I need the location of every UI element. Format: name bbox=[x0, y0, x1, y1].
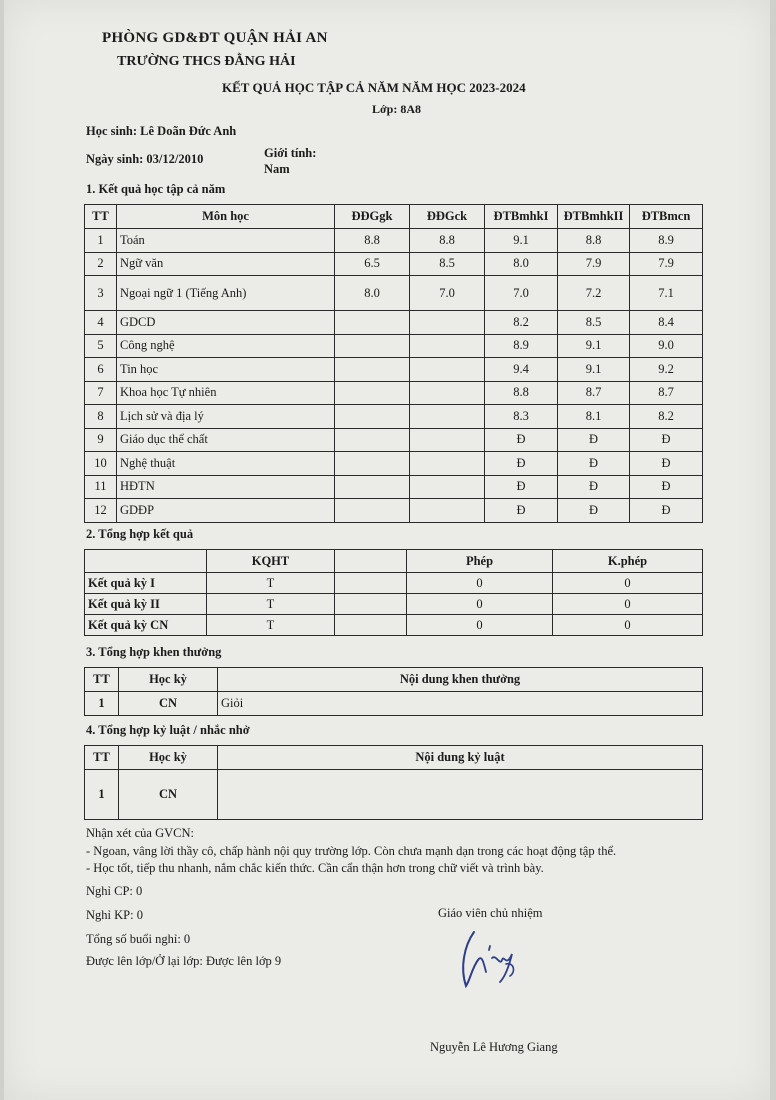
subject-name: Giáo dục thể chất bbox=[117, 428, 335, 452]
score-cell: 2 bbox=[85, 252, 117, 276]
score-cell: Đ bbox=[630, 428, 703, 452]
score-cell: 8.8 bbox=[335, 229, 410, 253]
report-card-page bbox=[4, 0, 770, 1100]
homeroom-teacher-label: Giáo viên chủ nhiệm bbox=[438, 906, 543, 920]
header-cell: Học kỳ bbox=[119, 746, 218, 770]
table-row bbox=[85, 573, 703, 594]
score-cell: 4 bbox=[85, 311, 117, 335]
table-row bbox=[85, 452, 703, 476]
score-cell: Đ bbox=[630, 475, 703, 499]
header-cell: Phép bbox=[407, 550, 553, 573]
score-cell: 7.0 bbox=[485, 276, 558, 311]
score-cell: 8.7 bbox=[558, 381, 630, 405]
score-cell: 8.7 bbox=[630, 381, 703, 405]
score-cell bbox=[335, 452, 410, 476]
header-cell: ĐĐGck bbox=[410, 205, 485, 229]
subject-name: GDĐP bbox=[117, 499, 335, 523]
score-cell: 9.4 bbox=[485, 358, 558, 382]
score-cell bbox=[335, 405, 410, 429]
score-cell: 9.2 bbox=[630, 358, 703, 382]
score-cell: 10 bbox=[85, 452, 117, 476]
table-row bbox=[85, 381, 703, 405]
awards-table bbox=[84, 667, 703, 716]
table-row bbox=[85, 405, 703, 429]
header-cell: ĐTBmcn bbox=[630, 205, 703, 229]
value-cell: T bbox=[207, 573, 335, 594]
gender-value: Nam bbox=[264, 162, 290, 176]
value-cell: 0 bbox=[407, 594, 553, 615]
score-cell bbox=[335, 499, 410, 523]
score-cell bbox=[410, 381, 485, 405]
school-name: TRƯỜNG THCS ĐẰNG HẢI bbox=[117, 54, 296, 69]
value-cell: T bbox=[207, 615, 335, 636]
header-cell: TT bbox=[85, 205, 117, 229]
header-cell: Môn học bbox=[117, 205, 335, 229]
value-cell: CN bbox=[119, 692, 218, 716]
table-row bbox=[85, 252, 703, 276]
score-cell: 6 bbox=[85, 358, 117, 382]
score-cell: 8.0 bbox=[335, 276, 410, 311]
header-cell: TT bbox=[85, 746, 119, 770]
table-row bbox=[85, 311, 703, 335]
score-cell: 12 bbox=[85, 499, 117, 523]
header-cell: ĐĐGgk bbox=[335, 205, 410, 229]
score-cell bbox=[335, 381, 410, 405]
score-cell bbox=[410, 334, 485, 358]
document-title: KẾT QUẢ HỌC TẬP CẢ NĂM NĂM HỌC 2023-2024 bbox=[222, 80, 526, 95]
score-cell: 8.2 bbox=[485, 311, 558, 335]
score-cell: Đ bbox=[558, 452, 630, 476]
table-row bbox=[85, 770, 703, 820]
value-cell bbox=[335, 573, 407, 594]
score-cell: 9.1 bbox=[558, 358, 630, 382]
table-row bbox=[85, 475, 703, 499]
header-cell bbox=[335, 550, 407, 573]
subject-name: Toán bbox=[117, 229, 335, 253]
header-cell: Nội dung kỷ luật bbox=[218, 746, 703, 770]
discipline-table bbox=[84, 745, 703, 820]
header-cell: TT bbox=[85, 668, 119, 692]
header-cell: Nội dung khen thưởng bbox=[218, 668, 703, 692]
table-row bbox=[85, 499, 703, 523]
score-cell: Đ bbox=[558, 499, 630, 523]
table-row bbox=[85, 428, 703, 452]
score-cell: Đ bbox=[485, 499, 558, 523]
subject-name: Tin học bbox=[117, 358, 335, 382]
score-cell: 8.8 bbox=[558, 229, 630, 253]
score-cell bbox=[335, 311, 410, 335]
score-cell: 5 bbox=[85, 334, 117, 358]
subject-name: Khoa học Tự nhiên bbox=[117, 381, 335, 405]
score-cell bbox=[410, 311, 485, 335]
table-row bbox=[85, 594, 703, 615]
content-cell: Giỏi bbox=[218, 692, 703, 716]
table-row bbox=[85, 334, 703, 358]
department-name: PHÒNG GD&ĐT QUẬN HẢI AN bbox=[102, 30, 328, 46]
class-label: Lớp: 8A8 bbox=[372, 102, 421, 116]
score-cell: 8 bbox=[85, 405, 117, 429]
score-cell: 9.1 bbox=[485, 229, 558, 253]
score-cell: 7.9 bbox=[558, 252, 630, 276]
score-cell: 8.2 bbox=[630, 405, 703, 429]
score-cell: Đ bbox=[630, 499, 703, 523]
table-row bbox=[85, 615, 703, 636]
score-cell: 8.5 bbox=[410, 252, 485, 276]
header-cell: Học kỳ bbox=[119, 668, 218, 692]
score-cell: Đ bbox=[485, 475, 558, 499]
score-cell: 8.9 bbox=[630, 229, 703, 253]
score-cell: 7.0 bbox=[410, 276, 485, 311]
score-cell: 9.0 bbox=[630, 334, 703, 358]
summary-results-table bbox=[84, 549, 703, 636]
score-cell: 8.5 bbox=[558, 311, 630, 335]
score-cell: 8.4 bbox=[630, 311, 703, 335]
score-cell: 8.9 bbox=[485, 334, 558, 358]
teacher-comment-label: Nhận xét của GVCN: bbox=[86, 826, 194, 840]
subject-name: GDCD bbox=[117, 311, 335, 335]
score-cell: 3 bbox=[85, 276, 117, 311]
score-cell: 8.3 bbox=[485, 405, 558, 429]
header-cell: KQHT bbox=[207, 550, 335, 573]
score-cell bbox=[410, 428, 485, 452]
score-cell: 8.0 bbox=[485, 252, 558, 276]
score-cell: 8.8 bbox=[485, 381, 558, 405]
score-cell: 8.8 bbox=[410, 229, 485, 253]
score-cell: Đ bbox=[558, 475, 630, 499]
score-cell: 11 bbox=[85, 475, 117, 499]
value-cell: 0 bbox=[553, 594, 703, 615]
header-cell bbox=[85, 550, 207, 573]
subject-name: Công nghệ bbox=[117, 334, 335, 358]
term-label: Kết quả kỳ II bbox=[85, 594, 207, 615]
score-cell: 8.1 bbox=[558, 405, 630, 429]
gender-label: Giới tính: bbox=[264, 146, 317, 160]
value-cell: CN bbox=[119, 770, 218, 820]
score-cell bbox=[410, 405, 485, 429]
table-row bbox=[85, 229, 703, 253]
term-label: Kết quả kỳ CN bbox=[85, 615, 207, 636]
score-cell bbox=[335, 475, 410, 499]
score-cell bbox=[335, 334, 410, 358]
header-cell: ĐTBmhkII bbox=[558, 205, 630, 229]
promotion-status: Được lên lớp/Ở lại lớp: Được lên lớp 9 bbox=[86, 954, 282, 968]
teacher-signature bbox=[456, 924, 536, 996]
subject-name: Ngoại ngữ 1 (Tiếng Anh) bbox=[117, 276, 335, 311]
score-cell: Đ bbox=[558, 428, 630, 452]
value-cell: 0 bbox=[553, 573, 703, 594]
section4-title: 4. Tổng hợp kỷ luật / nhắc nhở bbox=[86, 723, 250, 737]
student-name: Học sinh: Lê Doãn Đức Anh bbox=[86, 124, 237, 138]
total-absences: Tổng số buổi nghỉ: 0 bbox=[86, 932, 191, 946]
score-cell bbox=[410, 475, 485, 499]
score-cell: 9.1 bbox=[558, 334, 630, 358]
leave-with-permission: Nghỉ CP: 0 bbox=[86, 884, 143, 898]
value-cell: 0 bbox=[407, 615, 553, 636]
value-cell: 0 bbox=[407, 573, 553, 594]
score-cell: Đ bbox=[630, 452, 703, 476]
score-cell bbox=[335, 428, 410, 452]
table-row bbox=[85, 692, 703, 716]
leave-without-permission: Nghỉ KP: 0 bbox=[86, 908, 143, 922]
subject-name: Ngữ văn bbox=[117, 252, 335, 276]
score-cell bbox=[410, 499, 485, 523]
score-cell bbox=[335, 358, 410, 382]
teacher-comment-line-2: - Học tốt, tiếp thu nhanh, nắm chắc kiến thức. Cần cẩn thận hơn trong chữ viết và trình bày. bbox=[86, 861, 544, 875]
term-label: Kết quả kỳ I bbox=[85, 573, 207, 594]
subject-results-table bbox=[84, 204, 703, 523]
table-row bbox=[85, 358, 703, 382]
value-cell: 0 bbox=[553, 615, 703, 636]
score-cell: 1 bbox=[85, 229, 117, 253]
section2-title: 2. Tổng hợp kết quả bbox=[86, 527, 194, 541]
value-cell: 1 bbox=[85, 770, 119, 820]
score-cell: Đ bbox=[485, 428, 558, 452]
value-cell: 1 bbox=[85, 692, 119, 716]
score-cell: 7 bbox=[85, 381, 117, 405]
value-cell bbox=[335, 615, 407, 636]
subject-name: Nghệ thuật bbox=[117, 452, 335, 476]
homeroom-teacher-name: Nguyễn Lê Hương Giang bbox=[430, 1040, 558, 1054]
score-cell bbox=[410, 452, 485, 476]
table-row bbox=[85, 276, 703, 311]
score-cell: 6.5 bbox=[335, 252, 410, 276]
score-cell: 7.1 bbox=[630, 276, 703, 311]
section1-title: 1. Kết quả học tập cả năm bbox=[86, 182, 226, 196]
content-cell bbox=[218, 770, 703, 820]
header-cell: ĐTBmhkI bbox=[485, 205, 558, 229]
value-cell bbox=[335, 594, 407, 615]
subject-name: Lịch sử và địa lý bbox=[117, 405, 335, 429]
teacher-comment-line-1: - Ngoan, vâng lời thầy cô, chấp hành nội quy trường lớp. Còn chưa mạnh dạn trong các hoạt động tập thể. bbox=[86, 844, 617, 858]
subject-name: HĐTN bbox=[117, 475, 335, 499]
header-cell: K.phép bbox=[553, 550, 703, 573]
score-cell: Đ bbox=[485, 452, 558, 476]
section3-title: 3. Tổng hợp khen thưởng bbox=[86, 645, 222, 659]
score-cell: 7.9 bbox=[630, 252, 703, 276]
value-cell: T bbox=[207, 594, 335, 615]
score-cell: 7.2 bbox=[558, 276, 630, 311]
score-cell: 9 bbox=[85, 428, 117, 452]
student-dob: Ngày sinh: 03/12/2010 bbox=[86, 152, 204, 166]
score-cell bbox=[410, 358, 485, 382]
